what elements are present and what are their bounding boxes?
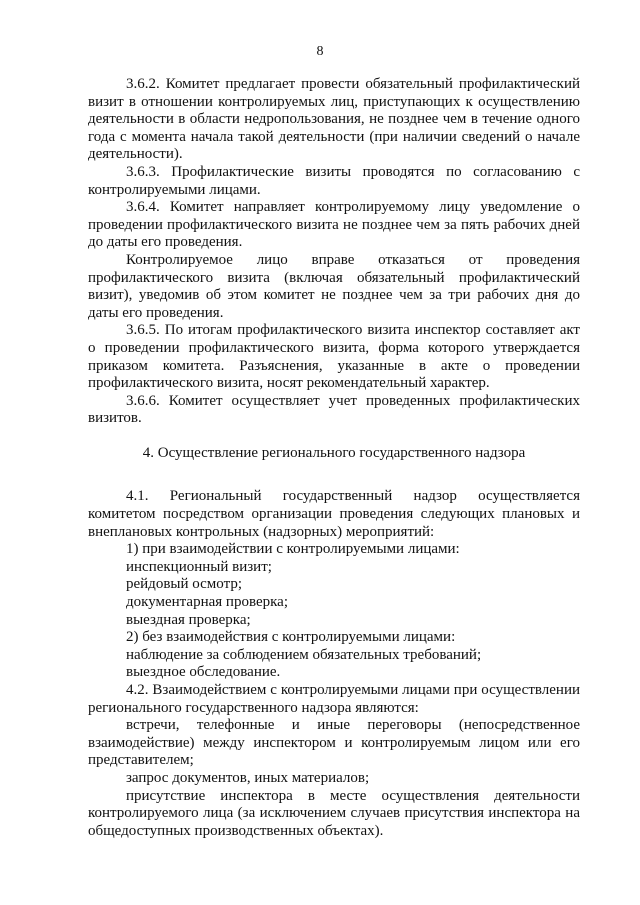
page-number: 8: [316, 44, 324, 59]
list-item: наблюдение за соблюдением обязательных требований;: [126, 646, 482, 663]
list-item: выездное обследование.: [126, 664, 281, 681]
paragraph-4-1: 4.1. Региональный государственный надзор осуществляется комитетом посредством организации проведения следующих плановых и внеплановых контрольных (надзорных) мероприятий:: [88, 488, 580, 540]
list-item: присутствие инспектора в месте осуществления деятельности контролируемого лица (за исключением случаев присутствия инспектора на общедоступных производственных объектах).: [88, 787, 580, 839]
paragraph-3-6-4: 3.6.4. Комитет направляет контролируемому лицу уведомление о проведении профилактического визита не позднее чем за пять рабочих дней до даты его проведения.: [88, 199, 580, 251]
paragraph-3-6-6: 3.6.6. Комитет осуществляет учет проведенных профилактических визитов.: [88, 392, 580, 427]
paragraph-3-6-5: 3.6.5. По итогам профилактического визита инспектор составляет акт о проведении профилактического визита, форма которого утверждается приказом комитета. Разъяснения, указанные в акте о проведении профилактического визита, носят рекомендательный характер.: [88, 322, 580, 392]
list-item: запрос документов, иных материалов;: [126, 769, 370, 786]
paragraph-3-6-3: 3.6.3. Профилактические визиты проводятся по согласованию с контролируемыми лицами.: [88, 163, 580, 198]
list-item: выездная проверка;: [126, 611, 251, 628]
list-item: документарная проверка;: [126, 594, 288, 611]
list-item: инспекционный визит;: [126, 558, 272, 575]
paragraph-4-2: 4.2. Взаимодействием с контролируемыми лицами при осуществлении регионального государственного надзора являются:: [88, 682, 580, 716]
paragraph-3-6-2: 3.6.2. Комитет предлагает провести обязательный профилактический визит в отношении контролируемых лиц, приступающих к осуществлению деятельности в области недропользования, не позднее чем в течение одного года с момента начала такой деятельности (при наличии сведений о начале деятельности).: [88, 76, 580, 163]
paragraph-refusal: Контролируемое лицо вправе отказаться от проведения профилактического визита (включая обязательный профилактический визит), уведомив об этом комитет не позднее чем за три рабочих дня до даты его проведения.: [88, 251, 580, 321]
document-body: [88, 76, 580, 840]
list-item: 2) без взаимодействия с контролируемыми лицами:: [126, 629, 456, 646]
list-item: встречи, телефонные и иные переговоры (непосредственное взаимодействие) между инспектором и контролируемым лицом или его представителем;: [88, 717, 580, 769]
list-item: 1) при взаимодействии с контролируемыми лицами:: [126, 541, 460, 558]
list-item: рейдовый осмотр;: [126, 576, 242, 593]
section-title: 4. Осуществление регионального государственного надзора: [142, 444, 526, 461]
